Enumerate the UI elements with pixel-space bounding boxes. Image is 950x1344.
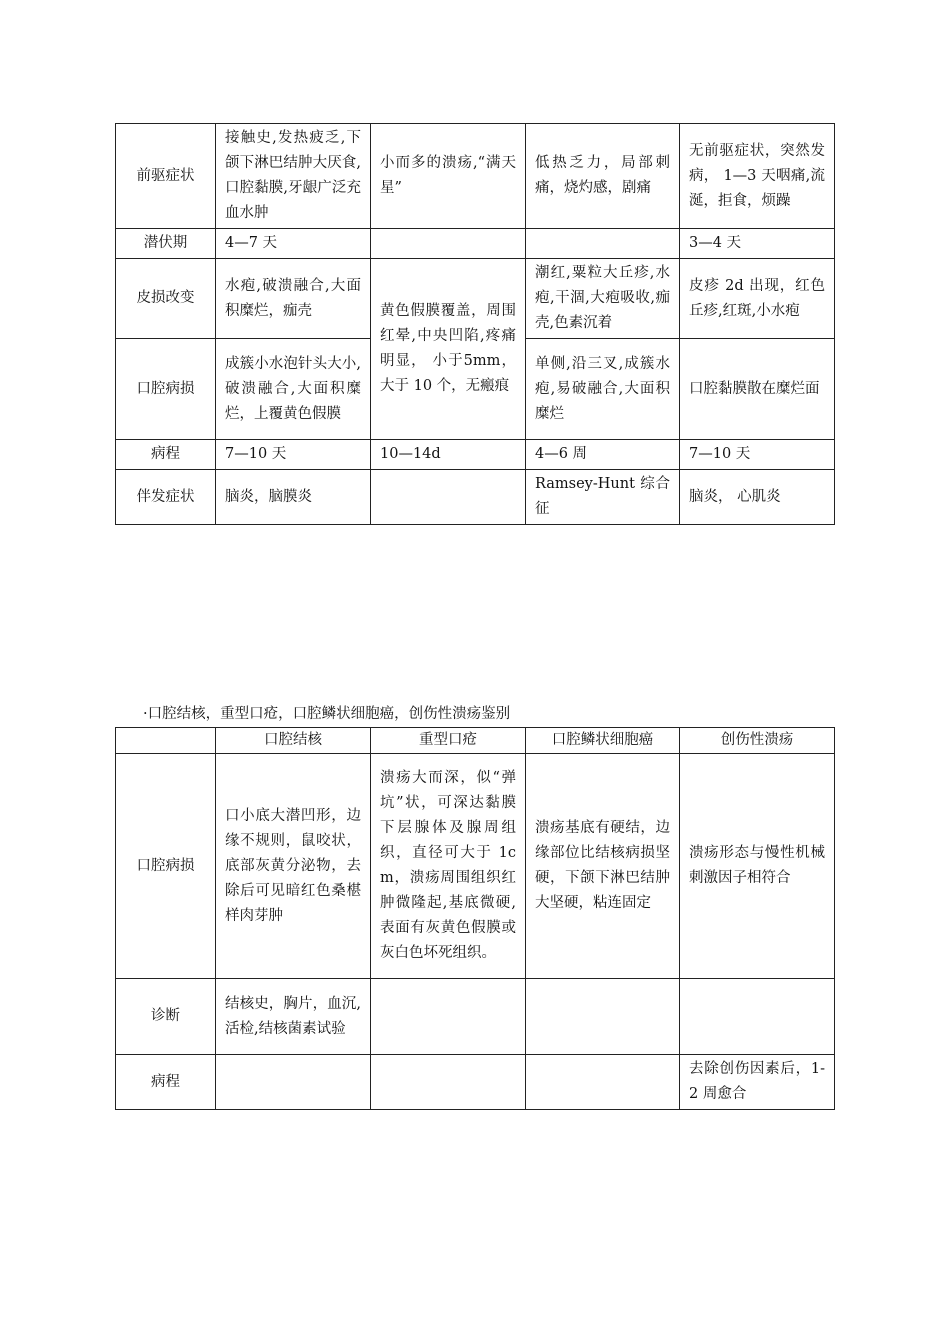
table-cell: 成簇小水泡针头大小,破溃融合,大面积糜烂，上覆黄色假膜 [216,339,371,440]
row-header: 诊断 [116,979,216,1055]
table-cell: 去除创伤因素后，1-2 周愈合 [680,1055,835,1110]
table-row [116,979,835,1055]
row-header: 病程 [116,440,216,470]
table-cell: 溃疡大而深，似“弹坑”状，可深达黏膜下层腺体及腺周组织，直径可大于 1cm，溃疡周围组织红肿微隆起,基底微硬,表面有灰黄色假膜或灰白色坏死组织。 [371,754,526,979]
table-cell: 接触史,发热疲乏,下颌下淋巴结肿大厌食,口腔黏膜,牙龈广泛充血水肿 [216,124,371,229]
table-cell [371,979,526,1055]
table-cell: 口腔黏膜散在糜烂面 [680,339,835,440]
row-header: 伴发症状 [116,470,216,525]
table-cell: 脑炎， 心肌炎 [680,470,835,525]
table-cell: 脑炎，脑膜炎 [216,470,371,525]
table-cell [371,229,526,259]
row-header: 病程 [116,1055,216,1110]
table-cell [216,1055,371,1110]
column-header: 创伤性溃疡 [680,728,835,754]
table-cell [526,229,680,259]
table-header-row [116,728,835,754]
row-header: 口腔病损 [116,339,216,440]
table-row [116,229,835,259]
table-cell: 4—7 天 [216,229,371,259]
table-cell: 溃疡形态与慢性机械刺激因子相符合 [680,754,835,979]
table-cell: Ramsey-Hunt 综合征 [526,470,680,525]
comparison-table-viral [115,123,835,525]
table-cell [371,1055,526,1110]
table-cell: 低热乏力，局部刺痛，烧灼感，剧痛 [526,124,680,229]
comparison-table-ulcer [115,727,835,1110]
column-header [116,728,216,754]
column-header: 口腔结核 [216,728,371,754]
row-header: 口腔病损 [116,754,216,979]
row-header: 潜伏期 [116,229,216,259]
table-cell: 结核史，胸片，血沉,活检,结核菌素试验 [216,979,371,1055]
table-cell: 7—10 天 [216,440,371,470]
table-row [116,1055,835,1110]
table-cell [526,1055,680,1110]
table-cell: 单侧,沿三叉,成簇水疱,易破融合,大面积糜烂 [526,339,680,440]
table-cell: 7—10 天 [680,440,835,470]
column-header: 重型口疮 [371,728,526,754]
table-cell: 潮红,粟粒大丘疹,水疱,干涸,大疱吸收,痂壳,色素沉着 [526,259,680,339]
table-cell: 皮疹 2d 出现，红色丘疹,红斑,小水疱 [680,259,835,339]
table-row [116,470,835,525]
row-header: 皮损改变 [116,259,216,339]
table-cell: 4—6 周 [526,440,680,470]
table-cell: 水疱,破溃融合,大面积糜烂，痂壳 [216,259,371,339]
table-cell: 小而多的溃疡,“满天星” [371,124,526,229]
table-cell [526,979,680,1055]
column-header: 口腔鳞状细胞癌 [526,728,680,754]
row-header: 前驱症状 [116,124,216,229]
table-cell: 溃疡基底有硬结，边缘部位比结核病损坚硬，下颌下淋巴结肿大坚硬，粘连固定 [526,754,680,979]
table-caption: ·口腔结核，重型口疮，口腔鳞状细胞癌，创伤性溃疡鉴别 [143,706,511,722]
table-row [116,440,835,470]
table-cell: 黄色假膜覆盖，周围红晕,中央凹陷,疼痛明显， 小于5mm，大于 10 个，无瘢痕 [371,259,526,440]
table-cell [371,470,526,525]
table-row [116,124,835,229]
table-cell [680,979,835,1055]
table-row [116,259,835,339]
table-cell: 口小底大潜凹形，边缘不规则，鼠咬状，底部灰黄分泌物，去除后可见暗红色桑椹样肉芽肿 [216,754,371,979]
table-cell: 无前驱症状，突然发病， 1—3 天咽痛,流涎，拒食，烦躁 [680,124,835,229]
table-row [116,754,835,979]
table-cell: 3—4 天 [680,229,835,259]
table-cell: 10—14d [371,440,526,470]
